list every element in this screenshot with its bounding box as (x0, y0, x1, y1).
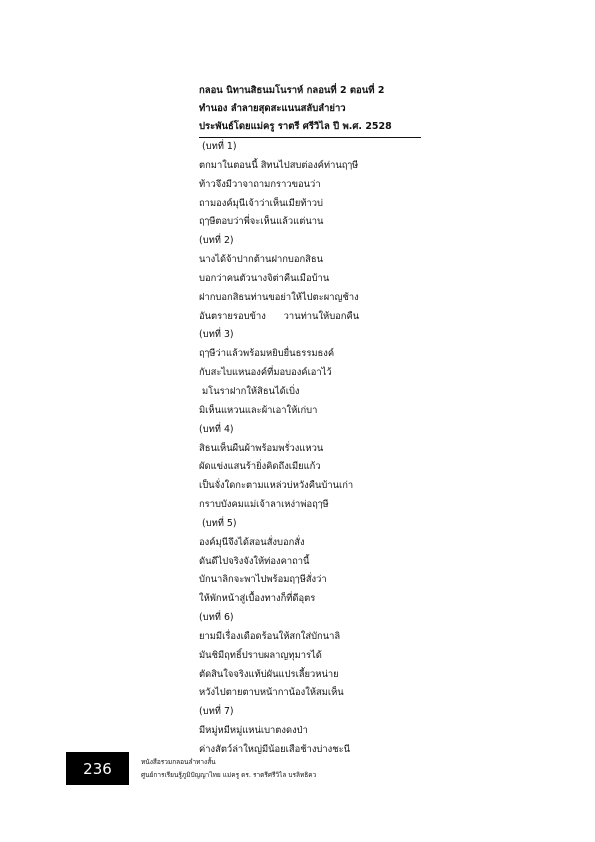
poem-line: มโนราฝากให้สิธนได้เบิ่ง (199, 385, 300, 397)
page-number-box (66, 752, 129, 785)
poem-line: ท้าวจึงมีวาจาถามกราวขอนว่า (199, 178, 321, 190)
poem-line: กราบบังคมแม่เจ้าลาเหง่าพ่อฤๅษี (199, 499, 329, 511)
stanza-heading: (บทที่ 7) (199, 706, 234, 718)
stanza-heading: (บทที่ 2) (199, 235, 234, 247)
poem-line: นางได้จ้าปากต้านฝากบอกสิธน (199, 254, 324, 266)
poem-line: ดันดีไปจริงจังให้ท่องคาถานี้ (199, 555, 310, 567)
poem-line: บอกว่าคนตัวนางจิต่าคืนเมือบ้าน (199, 272, 330, 284)
poem-line: ฤๅษีว่าแล้วพร้อมหยิบยื่นธรรมธงค์ (199, 348, 335, 360)
poem-line: มีหมู่หมีหมู่แหน่เบาตงดงป่า (199, 725, 308, 737)
poem-title: กลอน นิทานสิธนมโนราห์ กลอนที่ 2 ตอนที่ 2 (199, 85, 385, 96)
poem-author: ประพันธ์โดยแม่ครู ราตรี ศรีวิไล ปี พ.ศ. 2528 (199, 121, 392, 132)
poem-line: ตกมาในตอนนี้ สิทนไปสบต่องค์ท่านฤๅษี (199, 159, 359, 171)
poem-line: ตัดสินใจจริงแท้บ่ผันแปรเลี้ยวหน่าย (199, 668, 339, 680)
poem-line: องค์มุนีจึงได้สอนสั่งบอกสั่ง (199, 536, 305, 548)
poem-melody: ทำนอง ลำลายสุดสะแนนสลับลำย่าว (199, 103, 346, 114)
poem-line: หวังไปตายตาบหน้ากาน้องให้สมเห็น (199, 687, 344, 699)
poem-line: ให้พักหน้าสู่เบื้องทางก็ที่ดีอุตร (199, 593, 316, 605)
poem-body (199, 138, 439, 760)
footer-publisher: ศูนย์การเรียนรู้ภูมิปัญญาไทย แม่ครู ดร. ราตรีศรีวิไล บรลิทธิคว (141, 771, 317, 779)
poem-line: อันตรายรอบข้าง วานท่านให้บอกคืน (199, 310, 360, 322)
poem-line: มันชิมีฤทธิ์ปราบผลาญทุมารได้ (199, 649, 322, 661)
poem-line: มิเห็นแหวนและผ้าเอาให้เก่บา (199, 404, 318, 416)
stanza-heading: (บทที่ 3) (199, 329, 234, 341)
page-number: 236 (83, 759, 112, 778)
poem-line: เป็นจั่งใดกะตามแหล่วบ่หวังคืนบ้านเก่า (199, 480, 354, 492)
poem-line: ฝากบอกสิธนท่านขอย่าให้ไปตะผาญช้าง (199, 291, 359, 303)
footer-caption (141, 756, 471, 782)
poem-line: ถามองค์มุนีเจ้าว่าเห็นเมียท้าวบ่ (199, 197, 324, 209)
poem-line: ฤๅษีตอบว่าพี่จะเห็นแล้วแต่นาน (199, 216, 324, 228)
poem-line: สิธนเห็นผืนผ้าพร้อมพรั่วงแหวน (199, 442, 324, 454)
stanza-heading: (บทที่ 5) (199, 517, 237, 529)
stanza-heading: (บทที่ 4) (199, 423, 234, 435)
poem-line: ค่างสัตว์ล่าใหญ่มีน้อยเสือช้างบ่างชะนี (199, 744, 351, 755)
stanza-heading: (บทที่ 1) (199, 141, 237, 152)
poem-line: ยามมีเรื่องเดือดร้อนให้สกใส่บักนาลิ (199, 630, 341, 642)
poem-line: ผัดแข่งแสนร้ายิ่งคิดถึงเมียแก้ว (199, 461, 321, 473)
poem-line: บักนาลิกจะพาไปพร้อมฤๅษีสั่งว่า (199, 574, 327, 586)
stanza-heading: (บทที่ 6) (199, 612, 234, 624)
footer-book-title: หนังสือรวมกลอนลำทางสั้น (141, 758, 216, 766)
poem-line: กับสะไบแหนองค์ที่มอบองค์เอาไว้ (199, 367, 332, 379)
poem-header (199, 82, 419, 136)
